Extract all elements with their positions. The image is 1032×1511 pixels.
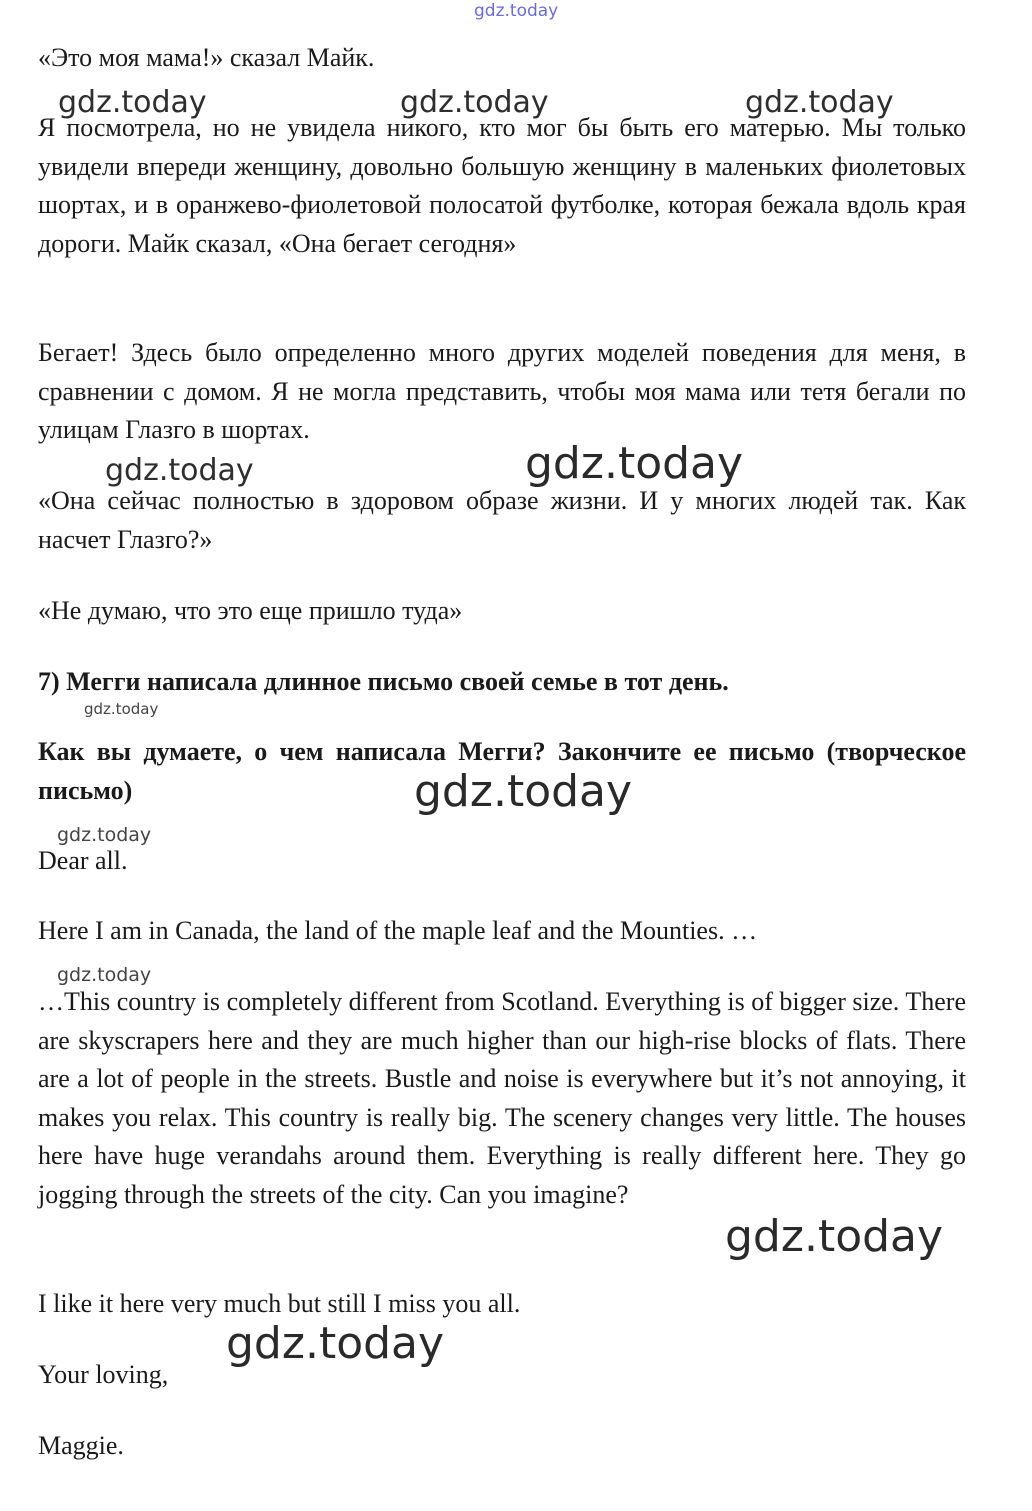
paragraph-healthy: «Она сейчас полностью в здоровом образе жизни. И у многих людей так. Как насчет Глазго?» (38, 486, 966, 554)
watermark-top: gdz.today (474, 1, 559, 21)
paragraph-mike-says: «Это моя мама!» сказал Майк. (38, 43, 375, 72)
paragraph-glasgow: «Не думаю, что это еще пришло туда» (38, 596, 463, 625)
watermark: gdz.today (84, 700, 159, 718)
paragraph-looked: Я посмотрела, но не увидела никого, кто мог бы быть его матерью. Мы только увидели впереди женщину, довольно большую женщину в маленьких фиолетовых шортах, и в оранжево-фиолетовой полосатой футболке, которая бежала вдоль края дороги. Майк сказал, «Она бегает сегодня» (38, 113, 966, 258)
task-heading: 7) Мегги написала длинное письмо своей семье в тот день. (38, 667, 729, 696)
letter-closing-line: I like it here very much but still I miss you all. (38, 1289, 521, 1318)
watermark: gdz.today (57, 824, 152, 846)
watermark: gdz.today (400, 85, 549, 120)
letter-signoff: Your loving, (38, 1360, 169, 1389)
watermark: gdz.today (58, 85, 207, 120)
watermark: gdz.today (525, 438, 744, 489)
watermark: gdz.today (226, 1318, 445, 1369)
letter-intro: Here I am in Canada, the land of the maple leaf and the Mounties. … (38, 916, 758, 945)
watermark: gdz.today (725, 1211, 944, 1262)
paragraph-jogging: Бегает! Здесь было определенно много других моделей поведения для меня, в сравнении с домом. Я не могла представить, чтобы моя мама или тетя бегали по улицам Глазго в шортах. (38, 338, 966, 444)
task-question: Как вы думаете, о чем написала Мегги? Закончите ее письмо (творческое письмо) (38, 737, 966, 805)
letter-body: …This country is completely different from Scotland. Everything is of bigger size. There are skyscrapers here and they are much higher than our high-rise blocks of flats. There are a lot of people in the streets. Bustle and noise is everywhere but it’s not annoying, it makes you relax. This country is really big. The scenery changes very little. The houses here have huge verandahs around them. Everything is really different here. They go jogging through the streets of the city. Can you imagine? (38, 987, 966, 1209)
watermark: gdz.today (414, 766, 633, 817)
watermark: gdz.today (57, 964, 152, 986)
watermark: gdz.today (745, 85, 894, 120)
watermark: gdz.today (105, 453, 254, 488)
letter-greeting: Dear all. (38, 846, 128, 875)
letter-signature: Maggie. (38, 1431, 124, 1460)
